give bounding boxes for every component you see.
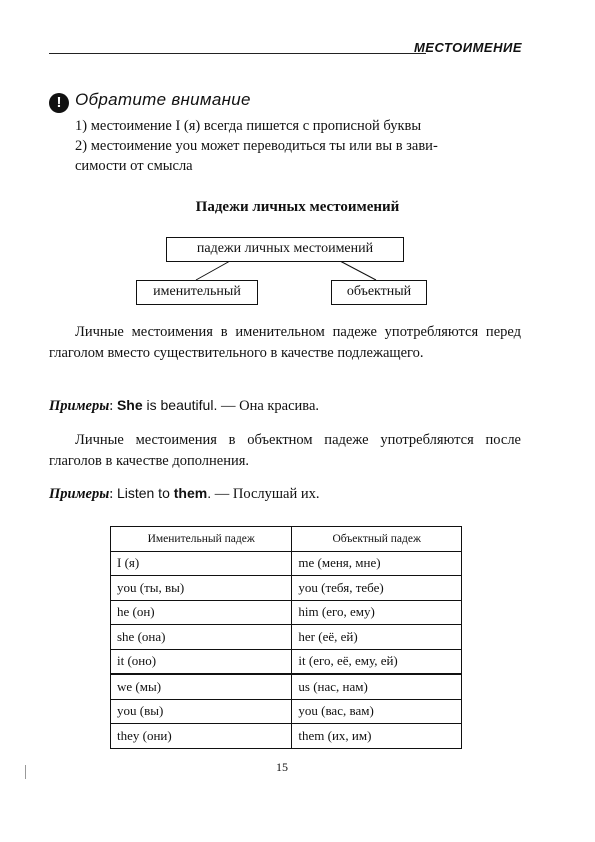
diagram-root-box: падежи личных местоимений [166,237,404,262]
page-number: 15 [276,760,288,774]
table-cell: you (вас, вам) [292,699,462,724]
example-1-bold: She [116,397,143,413]
paragraph-nominative-text: Личные местоимения в именительном падеже употребляются перед глаголом вместо существительного в качестве подлежащего. [49,324,521,361]
table-cell: it (его, её, ему, ей) [292,649,462,674]
example-2-translation: — Послушай их. [211,486,320,502]
table-row [111,724,462,749]
example-2 [49,485,319,503]
paragraph-nominative [49,322,521,364]
example-1-english: is beautiful. [142,397,218,413]
table-row [111,551,462,576]
example-2-english-pre: Listen to [116,485,174,501]
table-cell: him (его, ему) [292,600,462,625]
diagram-title: Падежи личных местоимений [195,199,400,215]
table-row [111,625,462,650]
table-cell: you (вы) [111,699,292,724]
margin-mark [25,765,26,779]
table-cell: you (ты, вы) [111,576,292,601]
table-cell: they (они) [111,724,292,749]
table-cell: she (она) [111,625,292,650]
example-1-label: Примеры [49,398,110,414]
example-2-label: Примеры [49,486,110,502]
note-title: Обратите внимание [75,90,251,109]
paragraph-objective [49,430,521,472]
table-cell: them (их, им) [292,724,462,749]
table-cell: he (он) [111,600,292,625]
table-cell: me (меня, мне) [292,551,462,576]
table-cell: us (нас, нам) [292,674,462,699]
exclamation-icon: ! [49,93,69,113]
table-header: Объектный падеж [292,527,462,552]
table-header: Именительный падеж [111,527,292,552]
table-cell: you (тебя, тебе) [292,576,462,601]
example-2-bold: them [173,485,208,501]
paragraph-objective-text: Личные местоимения в объектном падеже употребляются после глаголов в качестве дополнения. [49,432,521,469]
pronoun-table [110,526,462,749]
diagram-right-box: объектный [331,280,427,305]
table-row [111,649,462,674]
connector-right [340,261,376,280]
running-header: МЕСТОИМЕНИЕ [413,40,522,55]
table-cell: I (я) [111,551,292,576]
diagram-left-box: именительный [136,280,258,305]
note-line-1: 1) местоимение I (я) всегда пишется с прописной буквы [75,118,422,134]
table-cell: it (оно) [111,649,292,674]
connector-left [196,261,230,280]
table-header-row [111,527,462,552]
table-row [111,576,462,601]
example-1-colon: : [109,398,114,414]
table-cell: we (мы) [111,674,292,699]
example-1 [49,397,319,415]
note-line-2-continuation: симости от смысла [75,158,193,174]
note-line-2: 2) местоимение you может переводиться ты или вы в зави- [75,138,438,154]
table-row [111,600,462,625]
table-row [111,699,462,724]
example-1-translation: — Она красива. [217,398,320,414]
example-2-english-post: . [207,485,212,501]
table-row [111,674,462,699]
example-2-colon: : [109,486,114,502]
table-cell: her (её, ей) [292,625,462,650]
